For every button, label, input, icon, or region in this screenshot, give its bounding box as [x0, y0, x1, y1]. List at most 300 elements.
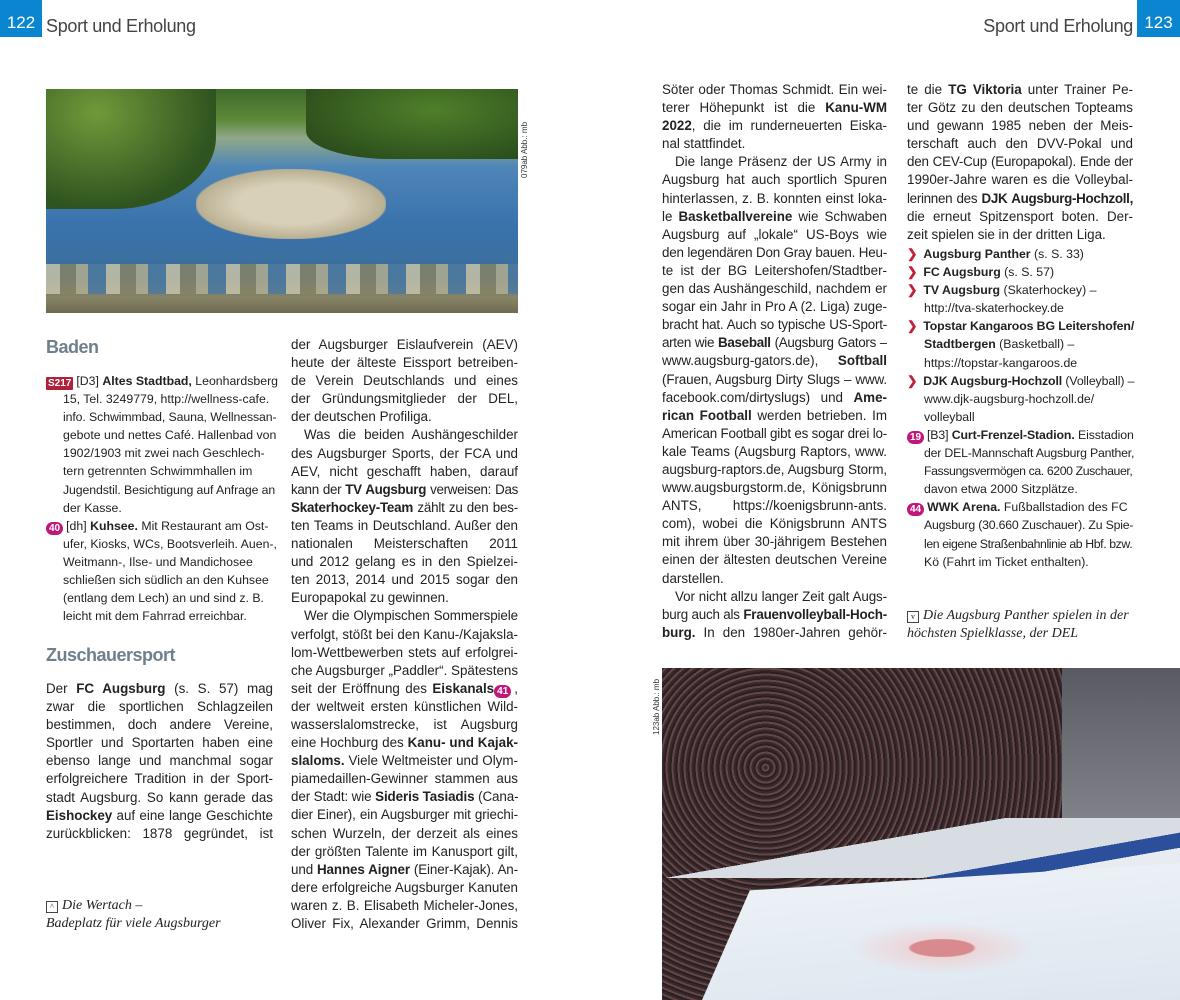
text-run: Mit Restaurant am Ost-	[137, 518, 269, 533]
text-run: nal stattfindet.	[662, 136, 746, 152]
text-line	[46, 390, 278, 408]
text-run: ufer, Kiosks, WCs, Bootsverleih. Auen-,	[63, 536, 277, 551]
bold-term: burg.	[662, 624, 696, 640]
paragraph	[662, 153, 887, 587]
text-run: ter Götz zu den deutschen Topteams	[907, 100, 1133, 116]
bold-term: Kanu-WM	[825, 100, 887, 116]
text-run: zählt zu den bes-	[413, 499, 518, 515]
chevron-right-icon: ❯	[907, 247, 918, 261]
text-run: 1990er-Jahre waren es die Volleybal-	[907, 172, 1133, 188]
text-line	[291, 354, 518, 372]
text-run: www.djk-augsburg-hochzoll.de/	[924, 391, 1095, 406]
page-number-right: 123	[1137, 0, 1180, 37]
text-run: 1902/1903 mit zwei nach Geschlech-	[63, 446, 265, 461]
chevron-right-icon: ❯	[907, 265, 918, 280]
bold-term: DJK Augsburg-Hochzoll,	[981, 190, 1133, 206]
text-line	[662, 389, 887, 407]
text-line	[291, 517, 518, 535]
text-run: die erneut Spitzensport boten. Der-	[907, 208, 1133, 224]
text-run: Augsburg auf „lokale“ US-Boys wie	[662, 226, 887, 242]
text-line	[662, 461, 887, 479]
stadium-entries	[907, 426, 1135, 571]
text-run: [D3]	[76, 374, 103, 388]
chevron-right-icon: ❯	[907, 319, 918, 334]
text-line	[907, 480, 1135, 498]
text-line	[907, 263, 1135, 281]
caption-line: Die Wertach –	[62, 898, 143, 913]
paragraph	[662, 81, 887, 153]
text-line	[46, 789, 273, 807]
baden-entries	[46, 372, 278, 625]
text-run: ten Teams in Deutschland. Außer den	[291, 517, 518, 533]
text-line	[662, 117, 887, 135]
text-run: darstellen.	[662, 570, 724, 586]
text-run: nationalen Meisterschaften 2011	[291, 536, 518, 552]
text-line	[46, 408, 278, 426]
bold-term: Frauenvolleyball-Hoch-	[743, 606, 887, 622]
text-line	[291, 499, 518, 517]
poi-entry	[46, 517, 278, 626]
text-run: der weltweit ersten künstlichen Wild-	[291, 698, 518, 714]
text-line	[46, 825, 273, 843]
text-line	[662, 280, 887, 298]
text-run: Die lange Präsenz der US Army in	[675, 154, 887, 170]
text-run: waren z. B. Elisabeth Micheler-Jones,	[291, 897, 518, 913]
text-line	[46, 553, 278, 571]
text-run: Wer die Olympischen Sommerspiele	[304, 608, 518, 624]
text-line	[291, 752, 518, 770]
text-line	[46, 517, 278, 535]
paragraph	[291, 426, 518, 607]
text-run: arten wie	[662, 335, 719, 351]
text-line	[291, 806, 518, 824]
text-line	[46, 499, 278, 517]
text-run: AEV, nicht geschafft haben, darauf	[291, 463, 518, 479]
text-run: der Kasse.	[63, 500, 122, 515]
text-line	[662, 443, 887, 461]
text-line	[46, 734, 273, 752]
text-run: verweisen: Das	[426, 481, 518, 497]
bold-term: DJK Augsburg-Hochzoll	[923, 373, 1063, 388]
text-line	[291, 626, 518, 644]
text-line	[907, 408, 1135, 426]
text-run: American Football gibt es sogar drei lo-	[662, 425, 887, 441]
text-line	[291, 680, 518, 698]
text-run: des Augsburger Sports, der FCA und	[291, 445, 518, 461]
text-line	[662, 497, 887, 515]
paragraph	[907, 81, 1133, 244]
bold-term: rican Football	[662, 407, 752, 423]
map-marker-icon: 41	[494, 685, 511, 698]
text-line	[662, 624, 887, 642]
zuschauersport-text	[46, 680, 273, 843]
text-line	[662, 551, 887, 569]
text-run: eine Hochburg des	[291, 735, 408, 751]
text-line	[291, 607, 518, 625]
text-line	[291, 336, 518, 354]
text-run: [B3]	[926, 428, 952, 442]
text-run: unter Trainer Pe-	[1021, 82, 1133, 97]
text-run: wie Schwaben	[792, 208, 887, 224]
bold-term: TV Augsburg	[345, 481, 427, 497]
bold-term: FC Augsburg	[923, 265, 1001, 280]
text-line	[662, 479, 887, 497]
text-line	[291, 571, 518, 589]
text-run: Eisstadion	[1074, 428, 1134, 442]
paragraph	[662, 588, 887, 642]
text-run: Sportler und Sportarten haben eine	[46, 735, 273, 751]
text-line	[907, 299, 1135, 317]
text-run: schen Wurzeln, der derzeit als eines	[291, 825, 518, 841]
text-run: ANTS, https://koenigsbrunn-ants.	[662, 498, 887, 514]
text-run: , die im runderneuerten Eiska-	[691, 118, 887, 134]
right-column-2-text	[907, 81, 1133, 244]
text-line	[291, 879, 518, 897]
text-run: und gewann 1985 neben der Meis-	[907, 118, 1133, 134]
text-run: piamedaillen-Gewinner stammen aus	[291, 771, 518, 787]
chevron-right-icon: ❯	[907, 283, 918, 298]
bold-term: Basketballvereine	[678, 208, 793, 224]
text-line	[291, 897, 518, 915]
text-run: info. Schwimmbad, Sauna, Wellnessan-	[63, 410, 277, 425]
text-line	[46, 716, 273, 734]
bold-term: Curt-Frenzel-Stadion.	[951, 428, 1075, 442]
text-line	[291, 644, 518, 662]
text-run: Europapokal zu gewinnen.	[291, 590, 449, 606]
text-run: Augsburg (30.660 Zuschauer). Zu Spie-	[924, 518, 1134, 533]
text-line	[907, 81, 1133, 99]
text-run: der Stadt: wie	[291, 789, 376, 805]
text-line	[46, 698, 273, 716]
text-line	[662, 606, 887, 624]
bold-term: Hannes Aigner	[316, 861, 410, 877]
photo-caption-top	[46, 897, 221, 933]
bold-term: 2022	[662, 118, 692, 134]
text-line	[46, 752, 273, 770]
text-line	[907, 153, 1133, 171]
text-run: augsburg-raptors.de, Augsburg Storm,	[662, 461, 887, 477]
club-link-item	[907, 245, 1135, 263]
text-line	[907, 135, 1133, 153]
text-run: de Verein Deutschlands und eines	[291, 373, 518, 389]
text-line	[907, 335, 1135, 353]
text-run: https://topstar-kangaroos.de	[924, 355, 1078, 370]
paragraph	[291, 336, 518, 426]
text-line	[907, 516, 1135, 534]
text-line	[907, 245, 1135, 263]
text-run: te ist der BG Leitershofen/Stadtber-	[662, 262, 887, 278]
text-line	[907, 390, 1135, 408]
text-line	[907, 444, 1135, 462]
bold-term: TG Viktoria	[948, 82, 1022, 97]
bold-term: Altes Stadtbad,	[102, 374, 192, 388]
text-run: te die	[907, 82, 949, 97]
text-run: (Frauen, Augsburg Dirty Slugs – www.	[662, 371, 887, 387]
text-run: Leonhardsberg	[191, 374, 278, 388]
text-run: ,	[514, 680, 518, 696]
text-run: (Skaterhockey) –	[1000, 283, 1097, 298]
text-run: zeit spielen sie in der dritten Liga.	[907, 226, 1106, 242]
map-marker-icon: 19	[907, 431, 924, 444]
text-run: stadt Augsburg. So kann gerade das	[46, 789, 273, 805]
text-line	[291, 445, 518, 463]
text-run: sogar ein Jahr in Pro A (2. Liga) zuge-	[662, 299, 887, 315]
bold-term: Kanu- und Kajak-	[407, 735, 518, 751]
text-line	[46, 462, 278, 480]
text-run: der größten Talente im Kanusport gilt,	[291, 843, 518, 859]
river-photo	[46, 89, 518, 313]
text-run: Viele Weltmeister und Olym-	[344, 753, 518, 769]
text-run: Der	[46, 681, 77, 696]
text-run: zurückblicken: 1878 gegründet, ist	[46, 825, 273, 841]
text-line	[291, 463, 518, 481]
text-run: www.augsburg-gators.de),	[662, 353, 838, 369]
caption-up-icon: ^	[46, 901, 58, 913]
text-line	[291, 915, 518, 933]
text-run: den CEV-Cup (Europapokal). Ende der	[907, 154, 1133, 170]
text-run: dere erfolgreiche Augsburger Kanuten	[291, 879, 518, 895]
caption-line: Die Augsburg Panther spielen in der	[923, 608, 1129, 623]
text-run: zwar die sportlichen Schlagzeilen	[46, 699, 273, 715]
text-line	[291, 734, 518, 752]
bold-term: Kuhsee.	[90, 518, 138, 533]
bold-term: Skaterhockey-Team	[291, 499, 414, 515]
text-run: tern getrennten Schwimmhallen im	[63, 464, 253, 479]
text-run: den legendären Don Gray bauen. Heu-	[662, 244, 887, 260]
text-line	[291, 770, 518, 788]
bold-term: FC Augsburg	[76, 681, 166, 696]
text-run: erfolgreichere Tradition in der Sport-	[46, 771, 273, 787]
text-line	[291, 698, 518, 716]
text-line	[662, 153, 887, 171]
text-run: volleyball	[924, 409, 975, 424]
page-number-left: 122	[0, 0, 42, 37]
text-run: www.augsburgstorm.de, Königsbrunn	[662, 480, 887, 496]
text-run: Was die beiden Aushängeschilder	[304, 427, 518, 443]
text-line	[291, 788, 518, 806]
text-line	[291, 843, 518, 861]
text-line	[291, 716, 518, 734]
club-link-item	[907, 317, 1135, 371]
caption-line: Badeplatz für viele Augsburger	[46, 916, 221, 931]
text-run: (Augsburg Gators –	[770, 335, 887, 351]
text-line	[907, 190, 1133, 208]
bold-term: TV Augsburg	[923, 283, 1001, 298]
club-link-item	[907, 281, 1135, 317]
chevron-right-icon: ❯	[907, 373, 918, 388]
text-line	[291, 861, 518, 879]
bold-term: Eiskanals	[432, 680, 495, 696]
section-heading-zuschauersport: Zuschauersport	[46, 645, 176, 665]
text-line	[662, 81, 887, 99]
text-line	[291, 426, 518, 444]
text-run: (s. S. 57)	[1000, 265, 1055, 280]
text-run: Oliver Fix, Alexander Grimm, Dennis	[291, 916, 518, 931]
text-run: auf eine lange Geschichte	[112, 807, 273, 823]
text-line	[46, 680, 273, 698]
text-line	[662, 298, 887, 316]
text-run: (s. S. 33)	[1030, 247, 1084, 261]
text-run: verfolgt, stößt bei den Kanu-/Kajaksla-	[291, 626, 518, 642]
text-run: dier Einer), ein Augsburger mit griechi-	[291, 807, 518, 823]
text-line	[46, 571, 278, 589]
text-run: terschaft auch den DVV-Pokal und	[907, 136, 1133, 152]
paragraph	[291, 607, 518, 933]
text-run: seit der Eröffnung des	[291, 680, 433, 696]
text-run: der deutschen Profiliga.	[291, 409, 432, 425]
text-line	[662, 244, 887, 262]
text-run: der Gründungsmitglieder der DEL,	[291, 391, 518, 407]
text-line	[907, 226, 1133, 244]
text-line	[46, 481, 278, 499]
poi-entry	[907, 426, 1135, 498]
text-run: [dh]	[66, 518, 91, 533]
text-line	[662, 316, 887, 334]
running-head-right: Sport und Erholung	[983, 16, 1133, 36]
caption-line: höchsten Spielklasse, der DEL	[907, 626, 1079, 641]
text-run: ten 2013, 2014 und 2015 sogar den	[291, 572, 518, 588]
text-run: Söter oder Thomas Schmidt. Ein wei-	[662, 82, 887, 97]
club-links-list	[907, 245, 1135, 426]
text-run: hinterlassen, z. B. konnten einst loka-	[662, 190, 887, 206]
text-run: lom-Wettbewerben stets auf erfolgrei-	[291, 644, 518, 660]
text-line	[907, 462, 1135, 480]
text-run: kale Teams (Augsburg Raptors, www.	[662, 443, 887, 459]
text-line	[662, 371, 887, 389]
text-line	[46, 444, 278, 462]
map-marker-icon: 40	[46, 522, 63, 535]
text-run: (s. S. 57) mag	[165, 681, 273, 696]
text-run: Vor nicht allzu langer Zeit galt Augs-	[675, 588, 887, 604]
poi-entry	[907, 498, 1135, 570]
photo-credit-bottom: 123ab Abb.: mb	[652, 678, 661, 735]
text-run: (Einer-Kajak). An-	[409, 861, 518, 877]
text-run: kann der	[291, 481, 346, 497]
text-line	[291, 481, 518, 499]
text-line	[662, 515, 887, 533]
text-line	[907, 117, 1133, 135]
text-line	[291, 535, 518, 553]
text-run: mit ihrem über 30-jährigem Bestehen	[662, 534, 887, 550]
section-heading-baden: Baden	[46, 337, 99, 357]
text-run: (Volleyball) –	[1062, 373, 1135, 388]
text-run: bestimmen, doch andere Vereine,	[46, 717, 273, 733]
text-run: Kö (Fahrt im Ticket enthalten).	[924, 554, 1089, 569]
text-run: und 2012 gelang es in den Spielzei-	[291, 554, 518, 570]
bold-term: Eishockey	[46, 807, 113, 823]
text-line	[662, 171, 887, 189]
text-run: gebote und nettes Café. Hallenbad von	[63, 428, 277, 443]
text-run: wasserslalomstrecke, ist Augsburg	[291, 716, 518, 732]
text-run: der DEL-Mannschaft Augsburg Panther,	[924, 446, 1135, 461]
poi-entry	[46, 372, 278, 517]
text-line	[46, 589, 278, 607]
text-line	[907, 426, 1135, 444]
text-run: Jugendstil. Besichtigung auf Anfrage an	[63, 482, 276, 497]
text-run: einen der ältesten deutschen Vereine	[662, 552, 887, 568]
text-line	[907, 208, 1133, 226]
text-line	[291, 390, 518, 408]
club-link-item	[907, 263, 1135, 281]
text-run: der Augsburger Eislaufverein (AEV)	[291, 337, 518, 352]
text-line	[907, 354, 1135, 372]
text-run: schließen sich südlich an den Kuhsee	[63, 573, 269, 588]
text-run: Augsburg hat auch sportlich Spuren	[662, 172, 887, 188]
text-run: che Augsburger „Paddler“. Spätestens	[291, 662, 518, 678]
text-line	[662, 208, 887, 226]
middle-column-text	[291, 336, 518, 933]
text-line	[907, 171, 1133, 189]
text-line	[662, 334, 887, 352]
text-run: le	[662, 208, 679, 224]
text-run: werden betrieben. Im	[751, 407, 887, 423]
text-run: Weitmann-, Ilse- und Mandichosee	[63, 554, 253, 569]
text-line	[662, 407, 887, 425]
text-run: In den 1980er-Jahren gehör-	[695, 624, 887, 640]
bold-term: slaloms.	[291, 753, 345, 769]
text-line	[907, 317, 1135, 335]
text-line	[662, 190, 887, 208]
text-run: (Cana-	[474, 789, 518, 805]
text-run: (Basketball) –	[995, 337, 1075, 352]
text-line	[291, 589, 518, 607]
text-line	[662, 425, 887, 443]
text-line	[291, 372, 518, 390]
text-line	[907, 99, 1133, 117]
text-line	[662, 99, 887, 117]
text-run: heute der älteste Eissport betreiben-	[291, 355, 518, 371]
bold-term: Topstar Kangaroos BG Leitershofen/	[923, 319, 1135, 334]
text-line	[46, 372, 278, 390]
text-run: terer Höhepunkt ist die	[662, 100, 826, 116]
text-line	[291, 825, 518, 843]
bold-term: Augsburg Panther	[923, 247, 1031, 261]
text-line	[907, 535, 1135, 553]
text-run: http://tva-skaterhockey.de	[924, 301, 1064, 316]
text-run: Fassungsvermögen ca. 6200 Zuschauer,	[924, 464, 1133, 479]
bold-term: Stadtbergen	[924, 337, 996, 352]
text-line	[907, 553, 1135, 571]
map-marker-icon: S217	[48, 378, 72, 389]
bold-term: Sideris Tasiadis	[375, 789, 475, 805]
map-marker-icon: 44	[907, 503, 924, 516]
text-line	[662, 570, 887, 588]
text-run: com), wobei die Königsbrunn ANTS	[662, 516, 887, 532]
text-run: 15, Tel. 3249779, http://wellness-cafe.	[63, 392, 270, 407]
photo-caption-bottom	[907, 607, 1129, 643]
text-run: und	[291, 861, 317, 877]
running-head-left: Sport und Erholung	[46, 16, 196, 36]
text-run: len eigene Straßenbahnlinie ab Hbf. bzw.	[924, 536, 1133, 551]
text-line	[662, 352, 887, 370]
text-line	[46, 426, 278, 444]
text-line	[662, 135, 887, 153]
text-run: bracht hat. Auch so typische US-Sport-	[662, 317, 887, 333]
text-line	[291, 662, 518, 680]
text-line	[907, 498, 1135, 516]
text-line	[46, 807, 273, 825]
text-run: facebook.com/dirtyslugs) und	[662, 389, 854, 405]
text-run: davon etwa 2000 Sitzplätze.	[924, 482, 1078, 497]
text-line	[46, 770, 273, 788]
text-run: Fußballstadion des FC	[1000, 500, 1128, 515]
text-line	[662, 262, 887, 280]
text-line	[46, 607, 278, 625]
paragraph	[46, 680, 273, 843]
text-run: (entlang dem Lech) an und sind z. B.	[63, 591, 264, 606]
text-line	[907, 281, 1135, 299]
photo-credit-top: 079ab Abb.: mb	[520, 121, 529, 178]
